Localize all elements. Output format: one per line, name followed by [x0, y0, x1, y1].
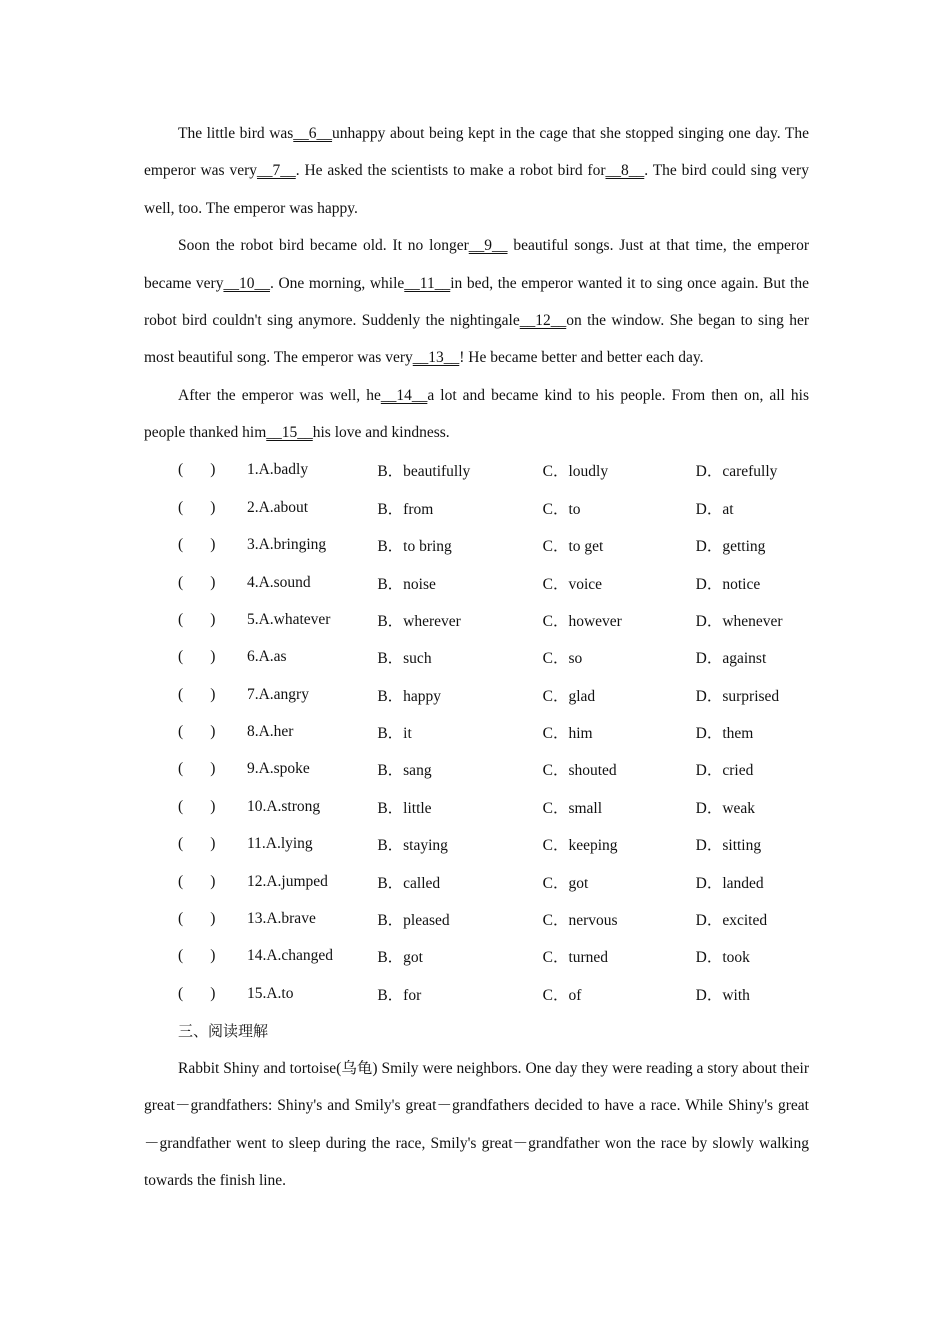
option-d: D．at	[695, 500, 734, 518]
option-c: C．however	[542, 612, 622, 630]
option-d: D．with	[695, 986, 750, 1004]
blank-11: __11__	[404, 274, 451, 292]
text-segment: on the window. She began to sing her most beautiful song. The emperor was very	[144, 312, 809, 367]
answer-paren[interactable]: ( )	[178, 947, 216, 965]
cloze-paragraph-3	[144, 377, 809, 452]
option-d: D．excited	[695, 912, 768, 930]
option-b: B．it	[377, 725, 412, 743]
option-row	[144, 900, 809, 937]
blank-13: __13__	[412, 349, 460, 367]
blank-9: __9__	[468, 237, 508, 255]
option-a: 11.A.lying	[246, 835, 313, 853]
section-title: 三、阅读理解	[178, 1021, 269, 1040]
option-row	[144, 938, 809, 975]
option-row	[144, 713, 809, 750]
option-c: C．loudly	[542, 463, 609, 481]
answer-paren[interactable]: ( )	[178, 536, 216, 554]
answer-paren[interactable]: ( )	[178, 723, 216, 741]
option-a: 3.A.bringing	[246, 536, 327, 554]
reading-paragraph: Rabbit Shiny and tortoise(乌龟) Smily were neighbors. One day they were reading a story about their great－grandfathers: Shiny's and Smily's great－grandfathers decided to have a race. While Shiny's great－grandfather went to sleep during the race, Smily's great－grandfather won the race by slowly walking towards the finish line.	[144, 1059, 809, 1190]
cloze-passage	[144, 115, 809, 452]
option-a: 2.A.about	[246, 498, 309, 516]
cloze-paragraph-2	[144, 227, 809, 377]
option-row	[144, 676, 809, 713]
option-b: B．sang	[377, 762, 432, 780]
option-d: D．getting	[695, 538, 766, 556]
option-b: B．called	[377, 874, 441, 892]
option-c: C．him	[542, 725, 593, 743]
text-segment: ! He became better and better each day.	[459, 349, 704, 367]
option-c: C．turned	[542, 949, 609, 967]
option-a: 4.A.sound	[246, 573, 311, 591]
option-b: B．for	[377, 986, 422, 1004]
option-a: 10.A.strong	[246, 797, 321, 815]
text-segment: beautiful songs. Just at that time, the emperor became very	[144, 237, 809, 292]
option-b: B．happy	[377, 687, 442, 705]
option-d: D．them	[695, 725, 754, 743]
option-c: C．so	[542, 650, 583, 668]
answer-paren[interactable]: ( )	[178, 610, 216, 628]
option-row	[144, 639, 809, 676]
option-c: C．voice	[542, 575, 603, 593]
answer-paren[interactable]: ( )	[178, 797, 216, 815]
answer-paren[interactable]: ( )	[178, 872, 216, 890]
text-segment: Soon the robot bird became old. It no longer	[178, 237, 469, 255]
option-b: B．little	[377, 799, 432, 817]
text-segment: After the emperor was well, he	[178, 386, 381, 404]
cloze-paragraph-1	[144, 115, 809, 227]
option-c: C．got	[542, 874, 589, 892]
option-c: C．keeping	[542, 837, 618, 855]
option-a: 14.A.changed	[246, 947, 334, 965]
text-segment: unhappy about being kept in the cage that she stopped singing one day. The emperor was very	[144, 125, 809, 180]
option-a: 8.A.her	[246, 723, 294, 741]
option-c: C．to	[542, 500, 581, 518]
option-a: 1.A.badly	[246, 461, 309, 479]
text-segment: his love and kindness.	[312, 424, 450, 442]
option-b: B．got	[377, 949, 423, 967]
options-list	[144, 452, 809, 1013]
option-c: C．shouted	[542, 762, 617, 780]
answer-paren[interactable]: ( )	[178, 910, 216, 928]
option-d: D．notice	[695, 575, 761, 593]
text-segment: . The bird could sing very well, too. The emperor was happy.	[144, 162, 809, 217]
option-a: 9.A.spoke	[246, 760, 310, 778]
option-row	[144, 489, 809, 526]
option-a: 7.A.angry	[246, 685, 309, 703]
option-row	[144, 863, 809, 900]
blank-14: __14__	[380, 386, 428, 404]
text-segment: . One morning, while	[269, 274, 405, 292]
answer-paren[interactable]: ( )	[178, 760, 216, 778]
text-segment: a lot and became kind to his people. From then on, all his people thanked him	[144, 386, 809, 442]
option-c: C．to get	[542, 538, 604, 556]
option-row	[144, 751, 809, 788]
blank-6: __6__	[293, 125, 333, 142]
option-row	[144, 564, 809, 601]
option-b: B．wherever	[377, 612, 461, 630]
option-row	[144, 975, 809, 1012]
option-c: C．nervous	[542, 912, 618, 930]
option-c: C．of	[542, 986, 582, 1004]
option-d: D．whenever	[695, 612, 783, 630]
option-d: D．cried	[695, 762, 754, 780]
answer-paren[interactable]: ( )	[178, 984, 216, 1002]
option-b: B．noise	[377, 575, 436, 593]
option-d: D．weak	[695, 799, 756, 817]
option-a: 5.A.whatever	[246, 610, 331, 628]
option-row	[144, 601, 809, 638]
blank-7: __7__	[256, 162, 296, 180]
option-b: B．pleased	[377, 912, 450, 930]
option-b: B．such	[377, 650, 432, 668]
option-a: 13.A.brave	[246, 910, 316, 928]
text-segment: in bed, the emperor wanted it to sing once again. But the robot bird couldn't sing anymore. Suddenly the nightingale	[144, 274, 809, 330]
option-d: D．carefully	[695, 463, 778, 481]
option-b: B．beautifully	[377, 463, 471, 481]
option-a: 12.A.jumped	[246, 872, 328, 890]
answer-paren[interactable]: ( )	[178, 498, 216, 516]
option-d: D．took	[695, 949, 750, 967]
reading-passage	[144, 1050, 809, 1200]
option-a: 15.A.to	[246, 984, 294, 1002]
option-row	[144, 788, 809, 825]
option-a: 6.A.as	[246, 648, 287, 666]
option-b: B．staying	[377, 837, 448, 855]
document-page	[144, 115, 809, 1200]
answer-paren[interactable]: ( )	[178, 835, 216, 853]
option-c: C．glad	[542, 687, 596, 705]
option-b: B．from	[377, 500, 434, 518]
answer-paren[interactable]: ( )	[178, 685, 216, 703]
option-row	[144, 452, 809, 489]
option-d: D．sitting	[695, 837, 762, 855]
text-segment: The little bird was	[178, 125, 294, 142]
blank-8: __8__	[605, 162, 645, 180]
blank-15: __15__	[266, 424, 313, 442]
answer-paren[interactable]: ( )	[178, 573, 216, 591]
blank-12: __12__	[519, 312, 567, 330]
blank-10: __10__	[223, 274, 270, 292]
option-c: C．small	[542, 799, 603, 817]
option-row	[144, 526, 809, 563]
option-d: D．against	[695, 650, 767, 668]
answer-paren[interactable]: ( )	[178, 648, 216, 666]
option-b: B．to bring	[377, 538, 452, 556]
text-segment: . He asked the scientists to make a robot bird for	[295, 162, 606, 180]
answer-paren[interactable]: ( )	[178, 461, 216, 479]
option-d: D．surprised	[695, 687, 780, 705]
option-row	[144, 826, 809, 863]
option-d: D．landed	[695, 874, 764, 892]
